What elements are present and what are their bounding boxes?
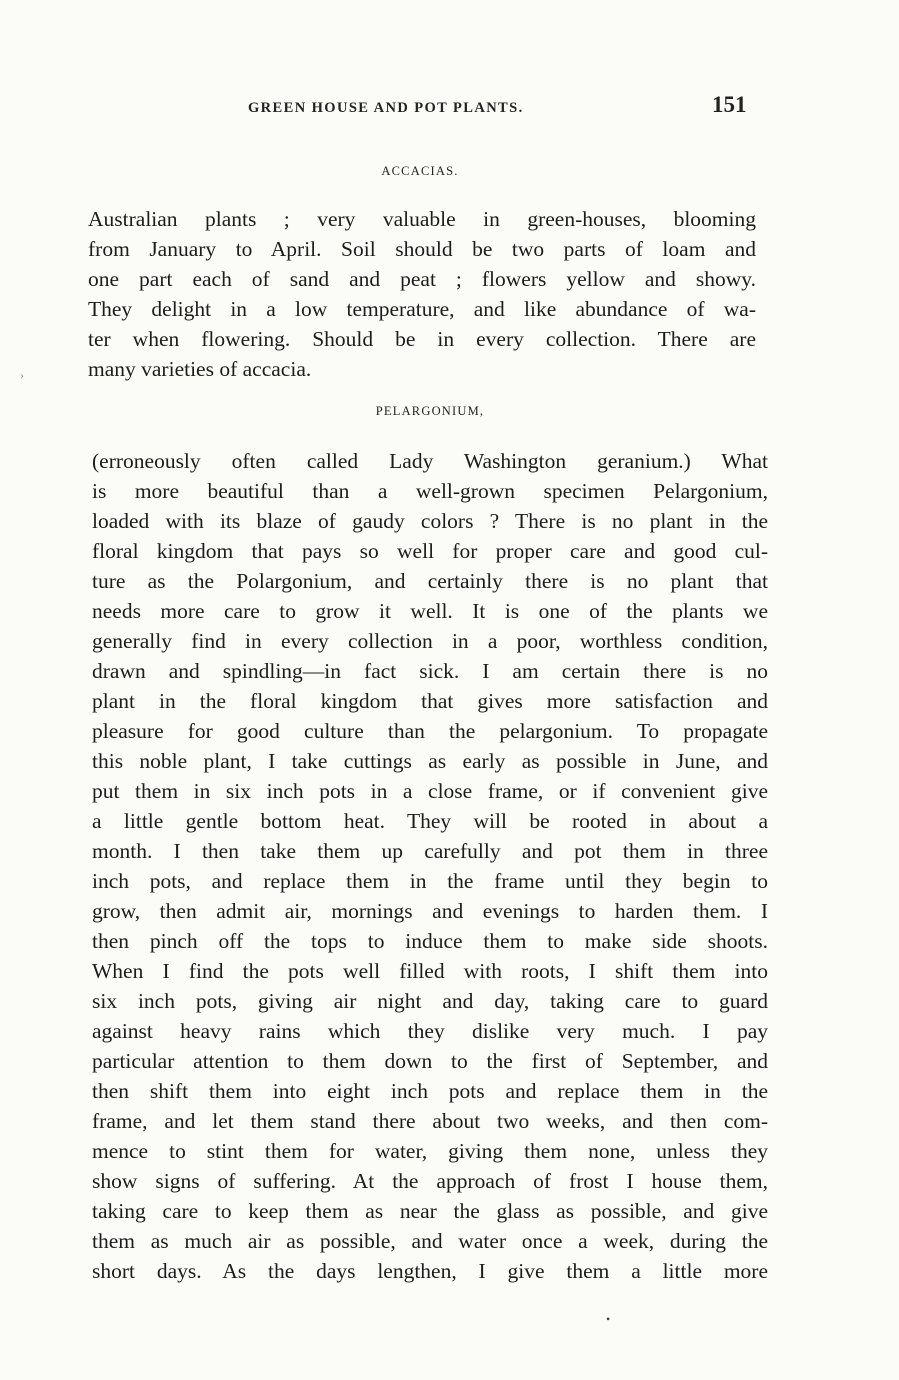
text-line: ter when flowering. Should be in every collection. There are [88, 327, 756, 351]
page-number: 151 [712, 92, 747, 117]
text-line: taking care to keep them as near the glass as possible, and give [92, 1199, 768, 1223]
text-line: When I find the pots well filled with roots, I shift them into [92, 959, 768, 983]
text-line: then pinch off the tops to induce them to make side shoots. [92, 929, 768, 953]
text-line: put them in six inch pots in a close frame, or if convenient give [92, 779, 768, 803]
text-line: Australian plants ; very valuable in green-houses, blooming [88, 207, 756, 231]
text-line: a little gentle bottom heat. They will be rooted in about a [92, 809, 768, 833]
margin-mark: › [20, 368, 24, 382]
text-line: grow, then admit air, mornings and evenings to harden them. I [92, 899, 768, 923]
text-line: ture as the Polargonium, and certainly there is no plant that [92, 569, 768, 593]
paragraph-accacias [88, 204, 756, 384]
text-line: frame, and let them stand there about two weeks, and then com- [92, 1109, 768, 1133]
text-line: from January to April. Soil should be two parts of loam and [88, 237, 756, 261]
text-line: (erroneously often called Lady Washington geranium.) What [92, 449, 768, 473]
section-heading-pelargonium: PELARGONIUM, [375, 404, 485, 418]
text-line: this noble plant, I take cuttings as early as possible in June, and [92, 749, 768, 773]
text-line: mence to stint them for water, giving them none, unless they [92, 1139, 768, 1163]
text-line: show signs of suffering. At the approach of frost I house them, [92, 1169, 768, 1193]
text-line: drawn and spindling—in fact sick. I am certain there is no [92, 659, 768, 683]
text-line: short days. As the days lengthen, I give them a little more [92, 1259, 768, 1283]
text-line: pleasure for good culture than the pelargonium. To propagate [92, 719, 768, 743]
text-line: against heavy rains which they dislike very much. I pay [92, 1019, 768, 1043]
text-line: generally find in every collection in a poor, worthless condition, [92, 629, 768, 653]
text-line: They delight in a low temperature, and like abundance of wa- [88, 297, 756, 321]
text-line: plant in the floral kingdom that gives more satisfaction and [92, 689, 768, 713]
paragraph-pelargonium [92, 446, 768, 1286]
section-heading-accacias: ACCACIAS. [381, 164, 459, 178]
text-line: is more beautiful than a well-grown specimen Pelargonium, [92, 479, 768, 503]
text-line: then shift them into eight inch pots and replace them in the [92, 1079, 768, 1103]
text-line: particular attention to them down to the first of September, and [92, 1049, 768, 1073]
text-line: many varieties of accacia. [88, 357, 312, 381]
text-line: floral kingdom that pays so well for proper care and good cul- [92, 539, 768, 563]
text-line: inch pots, and replace them in the frame until they begin to [92, 869, 768, 893]
text-line: month. I then take them up carefully and pot them in three [92, 839, 768, 863]
text-line: loaded with its blaze of gaudy colors ? There is no plant in the [92, 509, 768, 533]
text-line: them as much air as possible, and water once a week, during the [92, 1229, 768, 1253]
text-line: needs more care to grow it well. It is one of the plants we [92, 599, 768, 623]
text-line: one part each of sand and peat ; flowers yellow and showy. [88, 267, 756, 291]
stray-dot-mark: • [606, 1312, 611, 1326]
running-title: GREEN HOUSE AND POT PLANTS. [248, 100, 524, 116]
text-line: six inch pots, giving air night and day, taking care to guard [92, 989, 768, 1013]
